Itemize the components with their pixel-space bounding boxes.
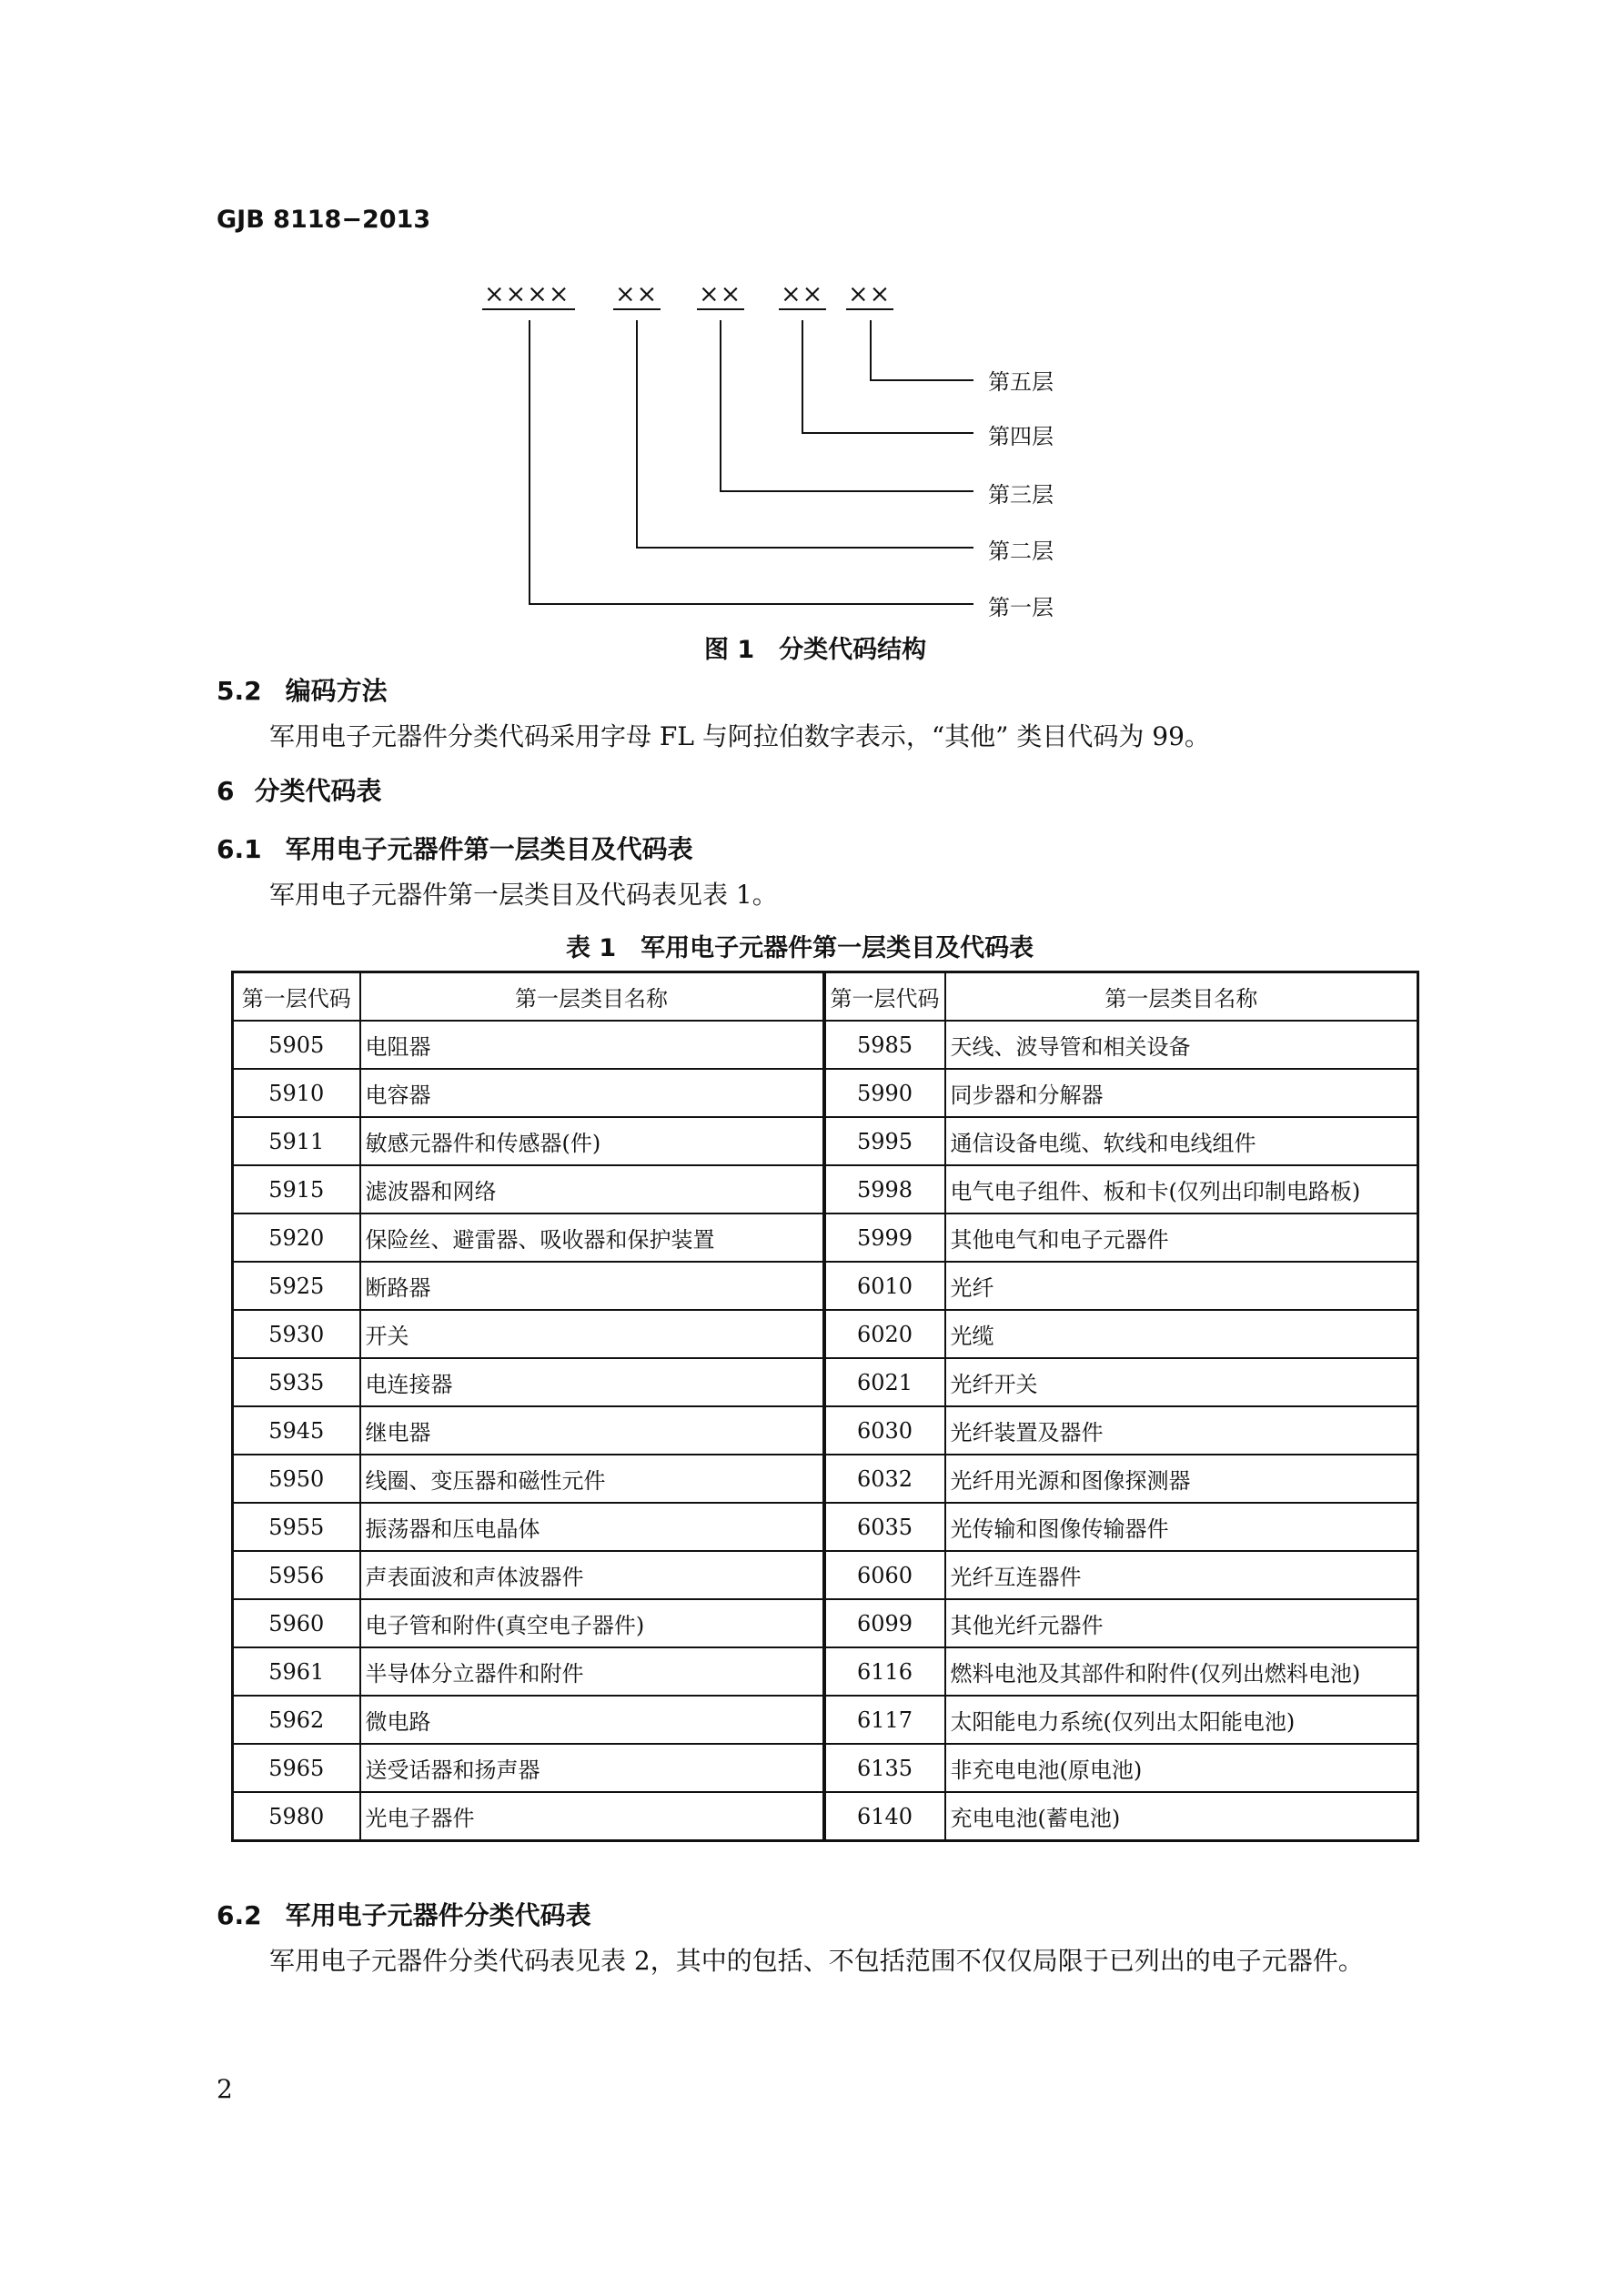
table-row [233, 1599, 1418, 1647]
right-code-cell: 6099 [824, 1599, 945, 1647]
header-cell: 第一层类目名称 [360, 972, 824, 1022]
code-group-5: ×× [848, 280, 892, 308]
table-row [233, 1792, 1418, 1841]
right-name-cell: 光缆 [945, 1310, 1418, 1358]
table-row [233, 1551, 1418, 1599]
right-code-cell: 6140 [824, 1792, 945, 1841]
table-header-row [233, 972, 1418, 1022]
section-title: 军用电子元器件分类代码表 [285, 1900, 591, 1930]
left-name-cell: 电连接器 [360, 1358, 824, 1406]
right-code-cell: 5985 [824, 1021, 945, 1069]
right-name-cell: 光纤用光源和图像探测器 [945, 1455, 1418, 1503]
right-code-cell: 5999 [824, 1213, 945, 1262]
left-code-cell: 5961 [233, 1647, 360, 1696]
table-row [233, 1213, 1418, 1262]
header-cell: 第一层代码 [233, 972, 360, 1022]
level-4-label: 第四层 [988, 424, 1054, 449]
right-name-cell: 光传输和图像传输器件 [945, 1503, 1418, 1551]
right-name-cell: 光纤互连器件 [945, 1551, 1418, 1599]
table-row [233, 1117, 1418, 1165]
right-name-cell: 非充电电池(原电池) [945, 1744, 1418, 1792]
right-code-cell: 6117 [824, 1696, 945, 1744]
right-code-cell: 5995 [824, 1117, 945, 1165]
table-row [233, 1503, 1418, 1551]
table-row [233, 1647, 1418, 1696]
table-row [233, 1744, 1418, 1792]
table-row [233, 1165, 1418, 1213]
left-code-cell: 5965 [233, 1744, 360, 1792]
figure-caption: 图 1 分类代码结构 [704, 636, 927, 664]
left-name-cell: 电容器 [360, 1069, 824, 1117]
section-title: 军用电子元器件第一层类目及代码表 [285, 834, 693, 864]
code-group-2: ×× [615, 280, 659, 308]
section-title: 分类代码表 [254, 776, 382, 806]
table-1-caption: 表 1 军用电子元器件第一层类目及代码表 [566, 934, 1034, 962]
left-code-cell: 5915 [233, 1165, 360, 1213]
left-code-cell: 5962 [233, 1696, 360, 1744]
left-name-cell: 声表面波和声体波器件 [360, 1551, 824, 1599]
code-group-1: ×××× [484, 280, 570, 308]
left-code-cell: 5935 [233, 1358, 360, 1406]
left-code-cell: 5905 [233, 1021, 360, 1069]
header-cell: 第一层代码 [824, 972, 945, 1022]
right-code-cell: 5990 [824, 1069, 945, 1117]
right-name-cell: 通信设备电缆、软线和电线组件 [945, 1117, 1418, 1165]
left-name-cell: 半导体分立器件和附件 [360, 1647, 824, 1696]
left-code-cell: 5911 [233, 1117, 360, 1165]
left-name-cell: 敏感元器件和传感器(件) [360, 1117, 824, 1165]
left-code-cell: 5920 [233, 1213, 360, 1262]
section-number: 5.2 [217, 676, 262, 706]
left-name-cell: 滤波器和网络 [360, 1165, 824, 1213]
section-6-2-text: 军用电子元器件分类代码表见表 2，其中的包括、不包括范围不仅仅局限于已列出的电子元器件。 [269, 1946, 1364, 1976]
right-name-cell: 电气电子组件、板和卡(仅列出印制电路板) [945, 1165, 1418, 1213]
left-code-cell: 5930 [233, 1310, 360, 1358]
right-name-cell: 充电电池(蓄电池) [945, 1792, 1418, 1841]
table-1 [231, 971, 1419, 1842]
left-code-cell: 5910 [233, 1069, 360, 1117]
right-name-cell: 同步器和分解器 [945, 1069, 1418, 1117]
table-body [233, 1021, 1418, 1841]
right-code-cell: 5998 [824, 1165, 945, 1213]
table-row [233, 1262, 1418, 1310]
left-code-cell: 5956 [233, 1551, 360, 1599]
section-number: 6 [217, 776, 235, 806]
right-name-cell: 其他电气和电子元器件 [945, 1213, 1418, 1262]
right-code-cell: 6135 [824, 1744, 945, 1792]
section-5-2-heading [217, 671, 388, 708]
section-5-2-text: 军用电子元器件分类代码采用字母 FL 与阿拉伯数字表示，“其他” 类目代码为 99。 [269, 721, 1210, 751]
right-code-cell: 6010 [824, 1262, 945, 1310]
level-2-label: 第二层 [988, 539, 1054, 564]
code-group-3: ×× [699, 280, 742, 308]
code-structure-lines [0, 0, 1624, 655]
section-6-1-heading [217, 830, 693, 866]
left-name-cell: 线圈、变压器和磁性元件 [360, 1455, 824, 1503]
left-name-cell: 断路器 [360, 1262, 824, 1310]
right-name-cell: 太阳能电力系统(仅列出太阳能电池) [945, 1696, 1418, 1744]
left-name-cell: 电子管和附件(真空电子器件) [360, 1599, 824, 1647]
table-row [233, 1069, 1418, 1117]
section-6-1-text: 军用电子元器件第一层类目及代码表见表 1。 [269, 880, 778, 910]
section-6-2-heading [217, 1896, 591, 1932]
right-name-cell: 光纤 [945, 1262, 1418, 1310]
left-code-cell: 5960 [233, 1599, 360, 1647]
standard-id: GJB 8118−2013 [217, 206, 431, 234]
right-code-cell: 6116 [824, 1647, 945, 1696]
page-number: 2 [217, 2074, 233, 2104]
table-row [233, 1455, 1418, 1503]
right-name-cell: 光纤开关 [945, 1358, 1418, 1406]
right-name-cell: 光纤装置及器件 [945, 1406, 1418, 1455]
right-code-cell: 6032 [824, 1455, 945, 1503]
right-code-cell: 6020 [824, 1310, 945, 1358]
left-name-cell: 开关 [360, 1310, 824, 1358]
right-code-cell: 6021 [824, 1358, 945, 1406]
code-group-4: ×× [781, 280, 824, 308]
right-name-cell: 其他光纤元器件 [945, 1599, 1418, 1647]
left-name-cell: 电阻器 [360, 1021, 824, 1069]
right-code-cell: 6030 [824, 1406, 945, 1455]
header-cell: 第一层类目名称 [945, 972, 1418, 1022]
section-number: 6.1 [217, 834, 262, 864]
left-name-cell: 送受话器和扬声器 [360, 1744, 824, 1792]
left-name-cell: 微电路 [360, 1696, 824, 1744]
table-row [233, 1358, 1418, 1406]
right-code-cell: 6060 [824, 1551, 945, 1599]
right-name-cell: 燃料电池及其部件和附件(仅列出燃料电池) [945, 1647, 1418, 1696]
level-3-label: 第三层 [988, 482, 1054, 508]
left-code-cell: 5925 [233, 1262, 360, 1310]
left-name-cell: 振荡器和压电晶体 [360, 1503, 824, 1551]
table-row [233, 1406, 1418, 1455]
level-5-label: 第五层 [988, 369, 1054, 395]
left-name-cell: 光电子器件 [360, 1792, 824, 1841]
left-name-cell: 继电器 [360, 1406, 824, 1455]
section-6-heading [217, 771, 382, 808]
left-name-cell: 保险丝、避雷器、吸收器和保护装置 [360, 1213, 824, 1262]
table-row [233, 1021, 1418, 1069]
table-row [233, 1310, 1418, 1358]
left-code-cell: 5955 [233, 1503, 360, 1551]
right-name-cell: 天线、波导管和相关设备 [945, 1021, 1418, 1069]
level-1-label: 第一层 [988, 595, 1054, 620]
left-code-cell: 5945 [233, 1406, 360, 1455]
table-row [233, 1696, 1418, 1744]
section-number: 6.2 [217, 1900, 262, 1930]
right-code-cell: 6035 [824, 1503, 945, 1551]
section-title: 编码方法 [285, 676, 388, 706]
left-code-cell: 5950 [233, 1455, 360, 1503]
left-code-cell: 5980 [233, 1792, 360, 1841]
